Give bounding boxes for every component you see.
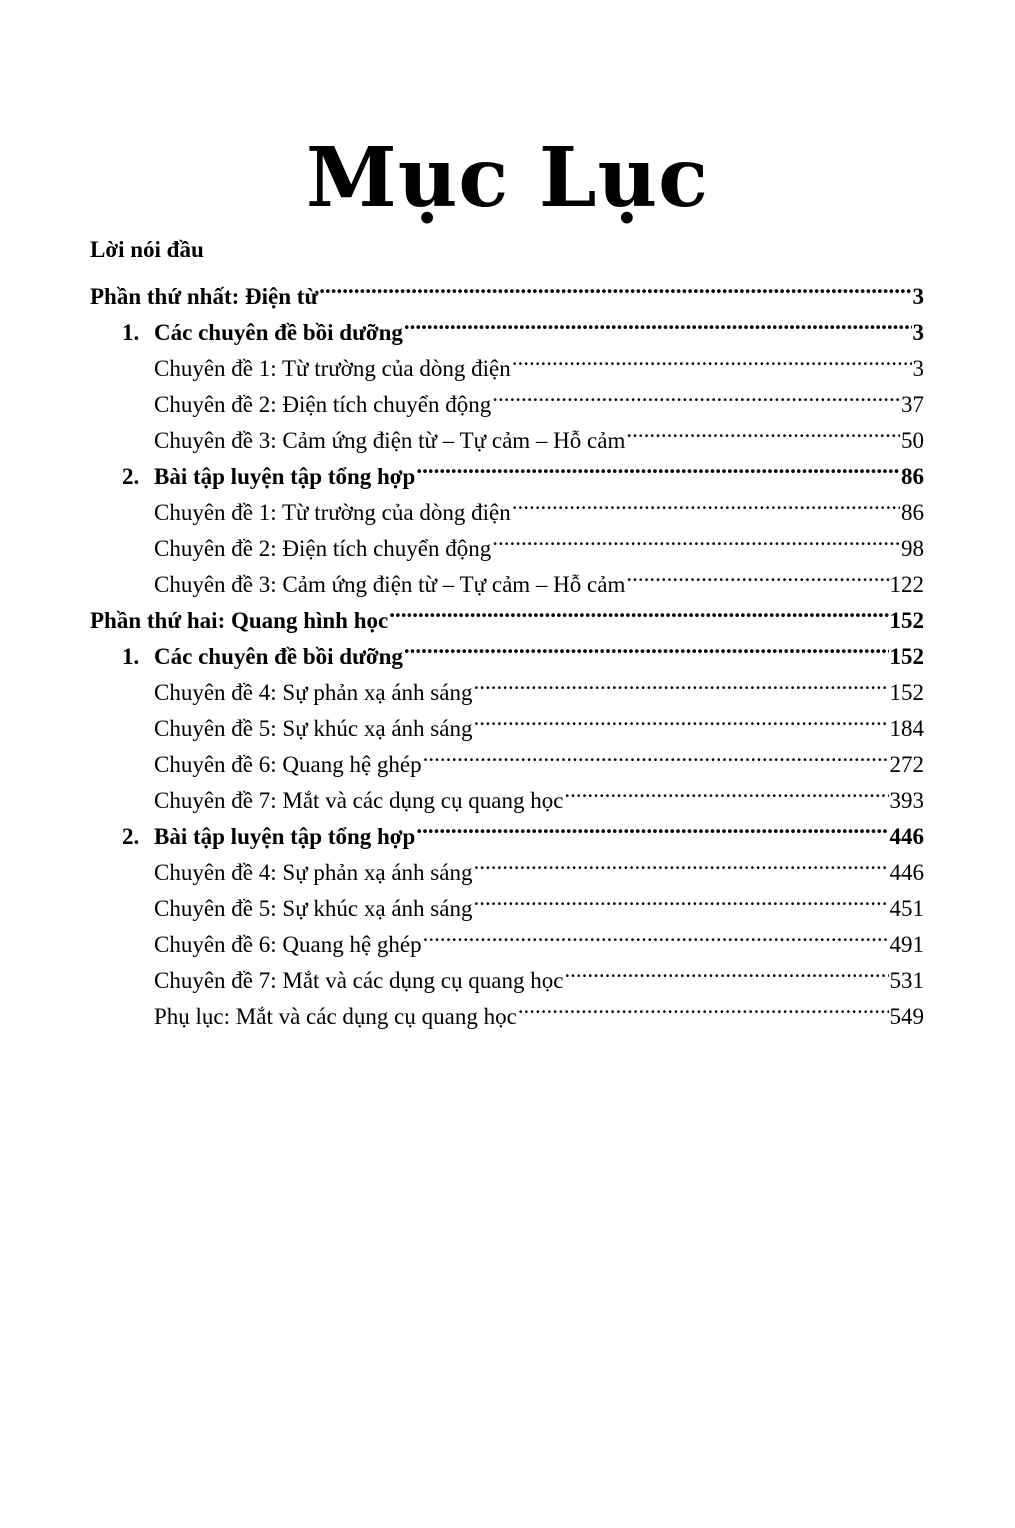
toc-page-number: 491 xyxy=(889,932,924,957)
toc-section-number: 1. xyxy=(122,644,140,669)
dot-leader xyxy=(473,880,888,916)
toc-entry-part-1[interactable] xyxy=(90,268,924,309)
toc-label: Chuyên đề 1: Từ trường của dòng điện xyxy=(154,500,511,525)
toc-page-number: 446 xyxy=(889,824,924,849)
toc-label: Chuyên đề 7: Mắt và các dụng cụ quang học xyxy=(154,788,564,813)
toc-page-number: 549 xyxy=(889,1004,924,1029)
dot-leader xyxy=(416,808,888,844)
toc-label: Chuyên đề 6: Quang hệ ghép xyxy=(154,932,422,957)
dot-leader xyxy=(473,700,888,736)
toc-page-number: 37 xyxy=(901,392,924,417)
toc-page-number: 3 xyxy=(912,356,924,381)
toc-label: Chuyên đề 4: Sự phản xạ ánh sáng xyxy=(154,860,473,885)
page-title: Mục Lục xyxy=(305,130,710,226)
toc-page-number: 152 xyxy=(889,608,924,633)
toc-label: Chuyên đề 3: Cảm ứng điện từ – Tự cảm – Hỗ cảm xyxy=(154,428,626,453)
toc-label: Lời nói đầu xyxy=(90,237,204,262)
toc-page-number: 272 xyxy=(889,752,924,777)
toc-page-number: 122 xyxy=(889,572,924,597)
dot-leader xyxy=(564,772,888,808)
toc-label: Các chuyên đề bồi dưỡng xyxy=(154,320,403,345)
dot-leader xyxy=(389,592,888,628)
dot-leader xyxy=(492,376,900,412)
dot-leader xyxy=(512,484,900,520)
dot-leader xyxy=(473,844,888,880)
toc-page-number: 446 xyxy=(889,860,924,885)
toc-page-number: 184 xyxy=(889,716,924,741)
toc-label: Chuyên đề 2: Điện tích chuyển động xyxy=(154,536,492,561)
dot-leader xyxy=(404,304,912,340)
dot-leader xyxy=(512,340,912,376)
dot-leader xyxy=(626,556,888,592)
toc-page-number: 86 xyxy=(901,464,924,489)
dot-leader xyxy=(404,628,889,664)
table-of-contents xyxy=(90,232,924,1029)
toc-label: Chuyên đề 5: Sự khúc xạ ánh sáng xyxy=(154,896,473,921)
toc-section-number: 1. xyxy=(122,320,140,345)
dot-leader xyxy=(518,988,889,1024)
toc-label: Chuyên đề 1: Từ trường của dòng điện xyxy=(154,356,511,381)
toc-label: Chuyên đề 5: Sự khúc xạ ánh sáng xyxy=(154,716,473,741)
dot-leader xyxy=(319,268,911,304)
toc-page-number: 451 xyxy=(889,896,924,921)
dot-leader xyxy=(626,412,900,448)
dot-leader xyxy=(423,736,889,772)
toc-page-number: 393 xyxy=(889,788,924,813)
toc-label: Bài tập luyện tập tổng hợp xyxy=(154,824,416,849)
toc-label: Phụ lục: Mắt và các dụng cụ quang học xyxy=(154,1004,517,1029)
toc-label: Phần thứ hai: Quang hình học xyxy=(90,608,389,633)
dot-leader xyxy=(473,664,888,700)
toc-page-number: 3 xyxy=(912,284,924,309)
toc-label: Chuyên đề 2: Điện tích chuyển động xyxy=(154,392,492,417)
toc-section-number: 2. xyxy=(122,824,140,849)
dot-leader xyxy=(492,520,900,556)
dot-leader xyxy=(423,916,889,952)
toc-page-number: 531 xyxy=(889,968,924,993)
toc-label: Phần thứ nhất: Điện từ xyxy=(90,284,319,309)
toc-label: Bài tập luyện tập tổng hợp xyxy=(154,464,416,489)
toc-entry-preface[interactable] xyxy=(90,232,924,268)
dot-leader xyxy=(564,952,888,988)
toc-label: Các chuyên đề bồi dưỡng xyxy=(154,644,403,669)
toc-label: Chuyên đề 7: Mắt và các dụng cụ quang học xyxy=(154,968,564,993)
toc-page-number: 152 xyxy=(889,644,924,669)
toc-page-number: 86 xyxy=(901,500,924,525)
dot-leader xyxy=(416,448,900,484)
toc-label: Chuyên đề 3: Cảm ứng điện từ – Tự cảm – Hỗ cảm xyxy=(154,572,626,597)
toc-label: Chuyên đề 6: Quang hệ ghép xyxy=(154,752,422,777)
toc-page-number: 50 xyxy=(901,428,924,453)
toc-page-number: 3 xyxy=(912,320,924,345)
toc-label: Chuyên đề 4: Sự phản xạ ánh sáng xyxy=(154,680,473,705)
toc-section-number: 2. xyxy=(122,464,140,489)
toc-page-number: 152 xyxy=(889,680,924,705)
toc-page-number: 98 xyxy=(901,536,924,561)
